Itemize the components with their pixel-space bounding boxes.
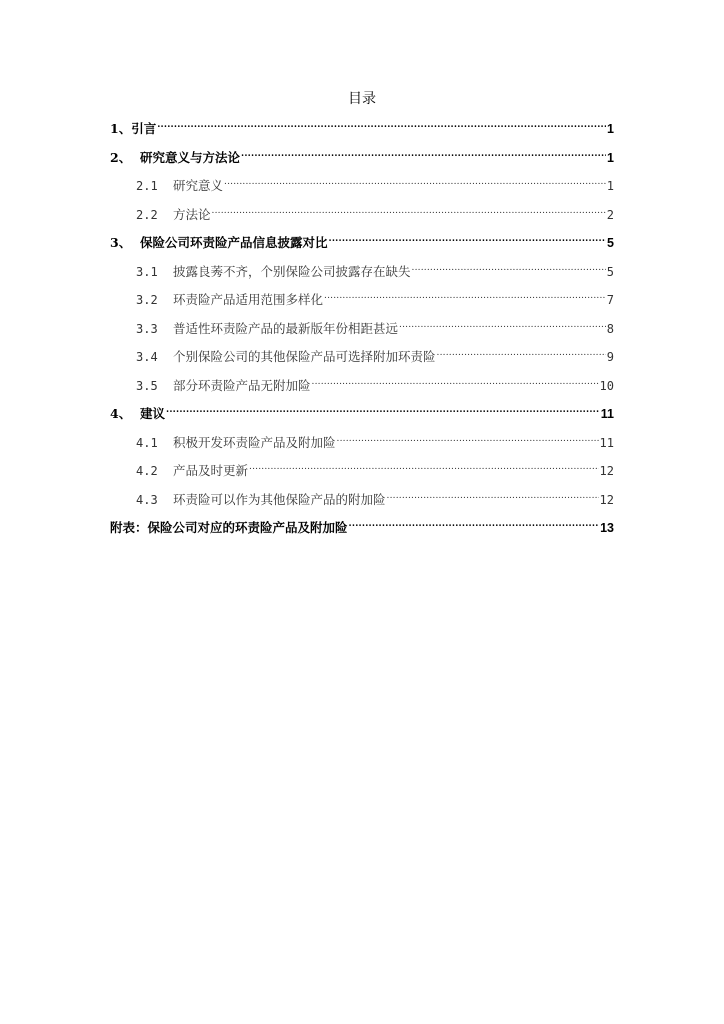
toc-entry[interactable] — [110, 257, 614, 286]
toc-dot-leader — [399, 315, 606, 333]
toc-entry-number: 3.4 — [136, 350, 158, 364]
toc-entry-text: 披露良莠不齐，个别保险公司披露存在缺失 — [173, 263, 411, 279]
toc-entry-text: 部分环责险产品无附加险 — [173, 377, 311, 393]
toc-entry[interactable] — [110, 171, 614, 200]
toc-dot-leader — [412, 258, 606, 276]
toc-entry-text: 产品及时更新 — [173, 463, 249, 478]
toc-entry-number: 4.2 — [136, 464, 158, 478]
toc-entry-text: 个别保险公司的其他保险产品可选择附加环责险 — [173, 349, 436, 364]
toc-dot-leader — [324, 286, 606, 304]
toc-entry-number: 1、 — [110, 121, 132, 136]
toc-entry-number: 4.3 — [136, 492, 158, 507]
toc-entry-text: 保险公司对应的环责险产品及附加险 — [147, 520, 348, 535]
toc-entry-number: 3.5 — [136, 378, 158, 393]
toc-entry-page: 12 — [599, 492, 614, 507]
toc-entry[interactable] — [110, 114, 614, 143]
toc-dot-leader — [312, 372, 599, 390]
toc-entry[interactable] — [110, 513, 614, 542]
toc-entry-number: 3.2 — [136, 293, 158, 307]
toc-entry-page: 5 — [607, 236, 614, 250]
toc-dot-leader — [166, 400, 600, 418]
toc-entry[interactable] — [110, 285, 614, 314]
toc-dot-leader — [157, 115, 606, 133]
toc-entry-text: 方法论 — [173, 206, 211, 222]
toc-entry-number: 4.1 — [136, 435, 158, 450]
toc-entry-number: 3.1 — [136, 264, 158, 279]
toc-entry-text: 引言 — [131, 121, 157, 136]
toc-entry[interactable] — [110, 485, 614, 514]
toc-entry[interactable] — [110, 399, 614, 428]
toc-entry-page: 2 — [606, 207, 614, 222]
toc-entry[interactable] — [110, 371, 614, 400]
toc-entry-text: 环责险可以作为其他保险产品的附加险 — [173, 491, 386, 507]
toc-entry-number: 2.1 — [136, 179, 158, 193]
toc-entry-page: 1 — [606, 179, 614, 193]
toc-entry-number: 附表： — [110, 520, 148, 535]
toc-entry-page: 9 — [606, 350, 614, 364]
toc-entry-text: 普适性环责险产品的最新版年份相距甚远 — [173, 320, 399, 336]
toc-dot-leader — [212, 201, 606, 219]
toc-entry-number: 3、 — [110, 235, 132, 250]
toc-entry-number: 3.3 — [136, 321, 158, 336]
toc-entry-number: 2.2 — [136, 207, 158, 222]
toc-entry[interactable] — [110, 228, 614, 257]
toc-dot-leader — [224, 172, 606, 190]
toc-entry-text: 研究意义 — [173, 178, 224, 193]
toc-dot-leader — [337, 429, 599, 447]
toc-entry-page: 7 — [606, 293, 614, 307]
toc-entry-page: 13 — [600, 521, 614, 535]
toc-entry[interactable] — [110, 342, 614, 371]
toc-entry-text: 积极开发环责险产品及附加险 — [173, 434, 336, 450]
toc-entry[interactable] — [110, 143, 614, 172]
toc-entry-page: 1 — [607, 150, 614, 165]
toc-dot-leader — [349, 514, 600, 532]
toc-dot-leader — [241, 144, 606, 162]
toc-entry-page: 8 — [606, 321, 614, 336]
toc-entry-page: 12 — [599, 464, 614, 478]
toc-entry-page: 11 — [599, 435, 614, 450]
toc-entry-number: 2、 — [110, 149, 132, 165]
toc-entry-number: 4、 — [110, 406, 132, 421]
toc-entry-page: 10 — [599, 378, 614, 393]
toc-dot-leader — [387, 486, 599, 504]
toc-entry-text: 建议 — [140, 406, 166, 421]
toc-entry[interactable] — [110, 428, 614, 457]
toc-entry-page: 5 — [606, 264, 614, 279]
toc-entry-text: 环责险产品适用范围多样化 — [173, 292, 324, 307]
toc-entry-text: 保险公司环责险产品信息披露对比 — [140, 235, 328, 250]
toc-entry-page: 11 — [600, 407, 614, 421]
toc-dot-leader — [329, 229, 607, 247]
table-of-contents — [110, 114, 614, 542]
toc-dot-leader — [249, 457, 599, 475]
toc-entry-page: 1 — [607, 122, 614, 136]
toc-dot-leader — [437, 343, 606, 361]
toc-entry[interactable] — [110, 200, 614, 229]
toc-entry[interactable] — [110, 456, 614, 485]
toc-entry[interactable] — [110, 314, 614, 343]
toc-title: 目录 — [348, 91, 376, 107]
toc-entry-text: 研究意义与方法论 — [140, 149, 241, 165]
